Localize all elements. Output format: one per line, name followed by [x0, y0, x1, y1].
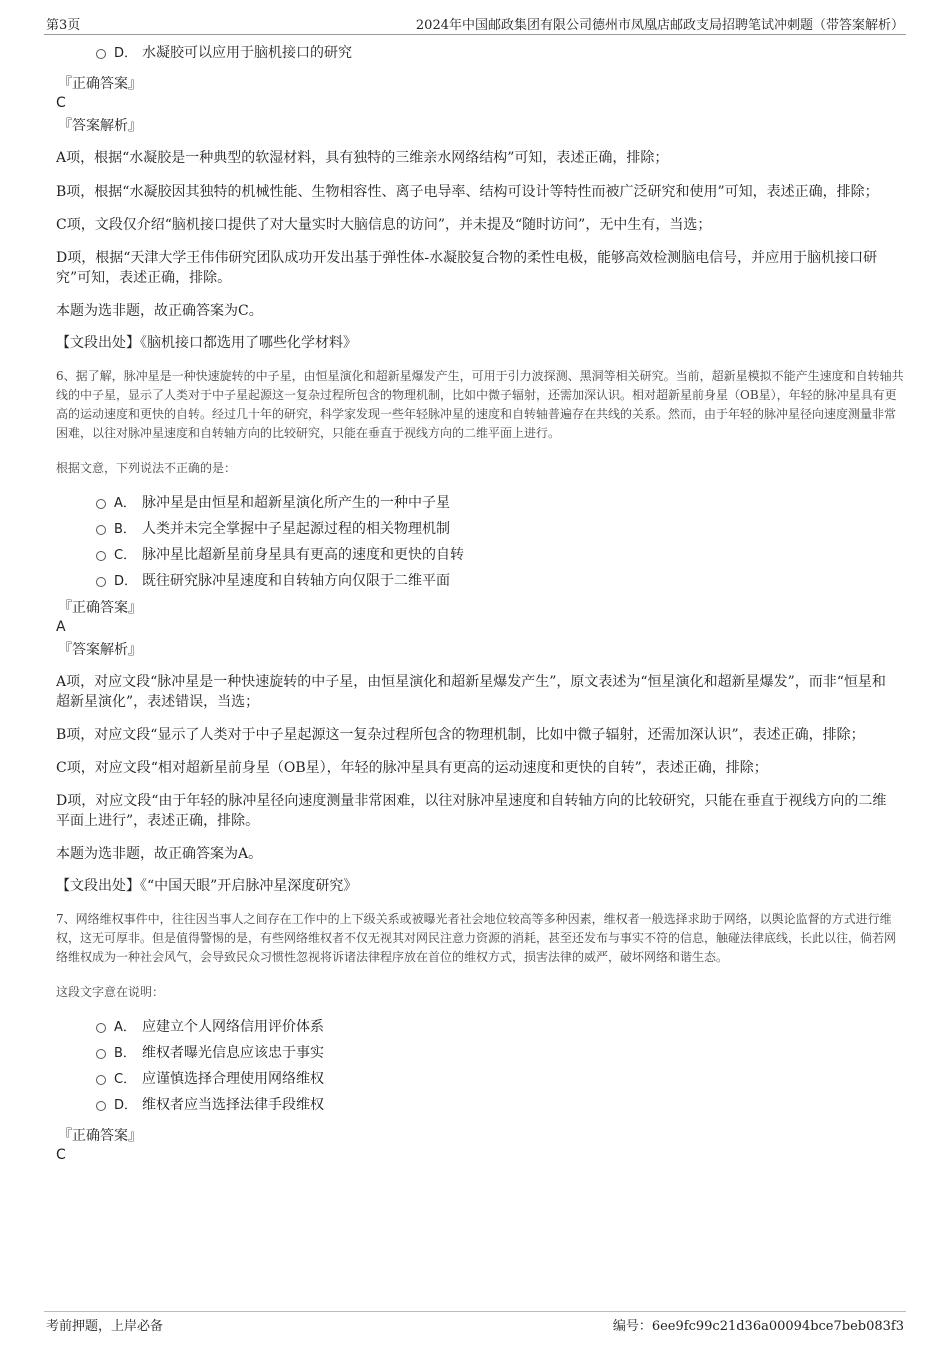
radio-icon[interactable]: [96, 577, 106, 587]
analysis-label: 『答案解析』: [58, 642, 142, 658]
q5-analysis-b: B项，根据“水凝胶因其独特的机械性能、生物相容性、离子电导率、结构可设计等特性而被广泛研究和使用”可知，表述正确，排除；: [56, 184, 879, 200]
q5-answer: C: [56, 95, 66, 111]
q6-source: 【文段出处】《“中国天眼”开启脉冲星深度研究》: [56, 878, 358, 894]
q6-analysis-b: B项，对应文段“显示了人类对于中子星起源这一复杂过程所包含的物理机制，比如中微子辐射，还需加深认识”，表述正确，排除；: [56, 727, 865, 743]
q5-analysis-a: A项，根据“水凝胶是一种典型的软湿材料，具有独特的三维亲水网络结构”可知，表述正确，排除；: [56, 150, 669, 166]
radio-icon[interactable]: [96, 1023, 106, 1033]
q6-prompt: 根据文意，下列说法不正确的是：: [56, 461, 237, 475]
footer-slogan: 考前押题，上岸必备: [46, 1319, 164, 1334]
q7-answer: C: [56, 1147, 66, 1163]
correct-answer-label: 『正确答案』: [58, 76, 142, 92]
q6-analysis-c: C项，对应文段“相对超新星前身星（OB星），年轻的脉冲星具有更高的运动速度和更快的自转”，表述正确，排除；: [56, 760, 768, 776]
q6-analysis-a: A项，对应文段“脉冲星是一种快速旋转的中子星，由恒星演化和超新星爆发产生”，原文表述为“恒星演化和超新星爆发”，而非“恒星和超新星演化”，表述错误，当选；: [56, 674, 886, 710]
radio-icon[interactable]: [96, 1101, 106, 1111]
q7-option-d[interactable]: D． 维权者应当选择法律手段维权: [56, 1092, 906, 1118]
radio-icon[interactable]: [96, 49, 106, 59]
q7-option-a[interactable]: A． 应建立个人网络信用评价体系: [56, 1014, 906, 1040]
correct-answer-label: 『正确答案』: [58, 1128, 142, 1144]
q5-conclusion: 本题为选非题，故正确答案为C。: [56, 303, 263, 319]
page-number: 第3页: [46, 18, 81, 33]
q7-text: 7、网络维权事件中，往往因当事人之间存在工作中的上下级关系或被曝光者社会地位较高等多种因素，维权者一般选择求助于网络，以舆论监督的方式进行维权，这无可厚非。但是值得警惕的是，有些网络维权者不仅无视其对网民注意力资源的消耗，甚至还发布与事实不符的信息，触碰法律底线，长此以往，倘若网络维权成为一种社会风气，会导致民众习惯性忽视将诉诸法律程序放在首位的维权方式，损害法律的威严，破坏网络和谐生态。: [56, 912, 897, 964]
q5-option-d[interactable]: D． 水凝胶可以应用于脑机接口的研究: [56, 40, 906, 66]
q6-answer: A: [56, 619, 66, 635]
q7-option-c[interactable]: C． 应谨慎选择合理使用网络维权: [56, 1066, 906, 1092]
radio-icon[interactable]: [96, 1049, 106, 1059]
correct-answer-label: 『正确答案』: [58, 600, 142, 616]
q7-prompt: 这段文字意在说明：: [56, 985, 165, 999]
q6-conclusion: 本题为选非题，故正确答案为A。: [56, 846, 263, 862]
radio-icon[interactable]: [96, 499, 106, 509]
radio-icon[interactable]: [96, 551, 106, 561]
q5-source: 【文段出处】《脑机接口都选用了哪些化学材料》: [56, 335, 357, 351]
page-footer: [44, 1311, 906, 1336]
radio-icon[interactable]: [96, 1075, 106, 1085]
page-header: [44, 14, 906, 35]
document-id: 编号：6ee9fc99c21d36a00094bce7beb083f3: [612, 1319, 904, 1334]
q6-option-a[interactable]: A． 脉冲星是由恒星和超新星演化所产生的一种中子星: [56, 490, 906, 516]
radio-icon[interactable]: [96, 525, 106, 535]
document-title: 2024年中国邮政集团有限公司德州市凤凰店邮政支局招聘笔试冲刺题（带答案解析）: [415, 18, 904, 33]
q5-analysis-c: C项，文段仅介绍“脑机接口提供了对大量实时大脑信息的访问”，并未提及“随时访问”，无中生有，当选；: [56, 217, 712, 233]
q5-analysis-d: D项，根据“天津大学王伟伟研究团队成功开发出基于弹性体-水凝胶复合物的柔性电极，能够高效检测脑电信号，并应用于脑机接口研究”可知，表述正确，排除。: [56, 250, 878, 286]
document-body: [56, 40, 906, 1168]
q6-option-c[interactable]: C． 脉冲星比超新星前身星具有更高的速度和更快的自转: [56, 542, 906, 568]
q6-analysis-d: D项，对应文段“由于年轻的脉冲星径向速度测量非常困难，以往对脉冲星速度和自转轴方向的比较研究，只能在垂直于视线方向的二维平面上进行”，表述正确，排除。: [56, 793, 887, 829]
q6-text: 6、据了解，脉冲星是一种快速旋转的中子星，由恒星演化和超新星爆发产生，可用于引力波探测、黑洞等相关研究。当前，超新星模拟不能产生速度和自转轴共线的中子星，显示了人类对于中子星起源这一复杂过程所包含的物理机制，比如中微子辐射，还需加深认识。相对超新星前身星（OB星），年轻的脉冲星具有更高的运动速度和更快的自转。经过几十年的研究，科学家发现一些年轻脉冲星的速度和自转轴普遍存在共线的关系。然而，由于年轻的脉冲星径向速度测量非常困难，以往对脉冲星速度和自转轴方向的比较研究，只能在垂直于视线方向的二维平面上进行。: [56, 369, 904, 440]
q7-option-b[interactable]: B． 维权者曝光信息应该忠于事实: [56, 1040, 906, 1066]
analysis-label: 『答案解析』: [58, 118, 142, 134]
q6-option-b[interactable]: B． 人类并未完全掌握中子星起源过程的相关物理机制: [56, 516, 906, 542]
q6-option-d[interactable]: D． 既往研究脉冲星速度和自转轴方向仅限于二维平面: [56, 568, 906, 594]
